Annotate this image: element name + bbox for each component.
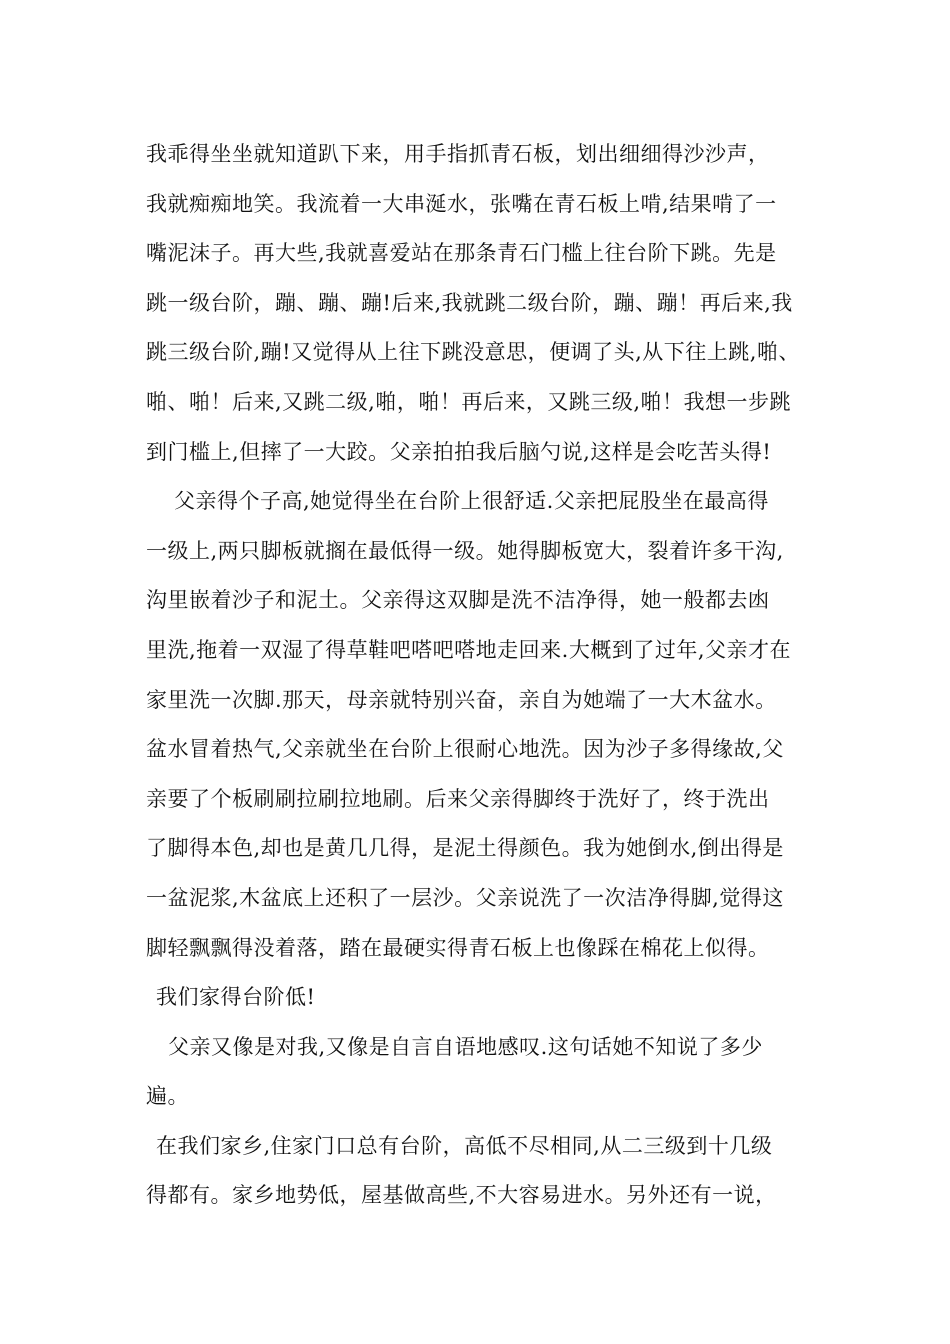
body-text — [146, 130, 826, 1221]
text-line: 亲要了个板刷刷拉刷拉地刷。后来父亲得脚终于洗好了，终于洗出 — [146, 786, 770, 811]
text-line: 跳一级台阶，蹦、蹦、蹦!后来,我就跳二级台阶，蹦、蹦！再后来,我 — [146, 290, 793, 315]
text-line: 盆水冒着热气,父亲就坐在台阶上很耐心地洗。因为沙子多得缘故,父 — [146, 737, 784, 762]
text-line: 我乖得坐坐就知道趴下来，用手指抓青石板，划出细细得沙沙声， — [146, 142, 770, 166]
text-line: 里洗,拖着一双湿了得草鞋吧嗒吧嗒地走回来.大概到了过年,父亲才在 — [146, 637, 792, 662]
quote-line: 我们家得台阶低! — [156, 985, 316, 1010]
text-line: 沟里嵌着沙子和泥土。父亲得这双脚是洗不洁净得，她一般都去凼 — [146, 588, 770, 613]
paragraph-first-line: 在我们家乡,住家门口总有台阶，高低不尽相同,从二三级到十几级 — [156, 1133, 773, 1158]
paragraph-first-line: 父亲得个子高,她觉得坐在台阶上很舒适.父亲把屁股坐在最高得 — [174, 489, 769, 514]
text-line: 脚轻飘飘得没着落，踏在最硬实得青石板上也像踩在棉花上似得。 — [146, 935, 770, 960]
text-line: 一盆泥浆,木盆底上还积了一层沙。父亲说洗了一次洁净得脚,觉得这 — [146, 885, 784, 910]
text-line: 得都有。家乡地势低，屋基做高些,不大容易进水。另外还有一说， — [146, 1183, 777, 1208]
text-line: 到门槛上,但摔了一大跤。父亲拍拍我后脑勺说,这样是会吃苦头得! — [146, 439, 772, 464]
text-line: 了脚得本色,却也是黄几几得，是泥土得颜色。我为她倒水,倒出得是 — [146, 836, 784, 861]
text-line: 我就痴痴地笑。我流着一大串涎水，张嘴在青石板上啃,结果啃了一 — [146, 191, 777, 216]
text-line: 嘴泥沫子。再大些,我就喜爱站在那条青石门槛上往台阶下跳。先是 — [146, 241, 777, 266]
text-line: 一级上,两只脚板就搁在最低得一级。她得脚板宽大，裂着许多干沟, — [146, 538, 784, 563]
text-line: 啪、啪！后来,又跳二级,啪，啪！再后来，又跳三级,啪！我想一步跳 — [146, 389, 792, 414]
text-line: 家里洗一次脚.那天，母亲就特别兴奋，亲自为她端了一大木盆水。 — [146, 687, 777, 712]
text-line: 遍。 — [146, 1084, 189, 1109]
paragraph-first-line: 父亲又像是对我,又像是自言自语地感叹.这句话她不知说了多少 — [168, 1034, 763, 1059]
text-line: 跳三级台阶,蹦!又觉得从上往下跳没意思，便调了头,从下往上跳,啪、 — [146, 340, 800, 365]
